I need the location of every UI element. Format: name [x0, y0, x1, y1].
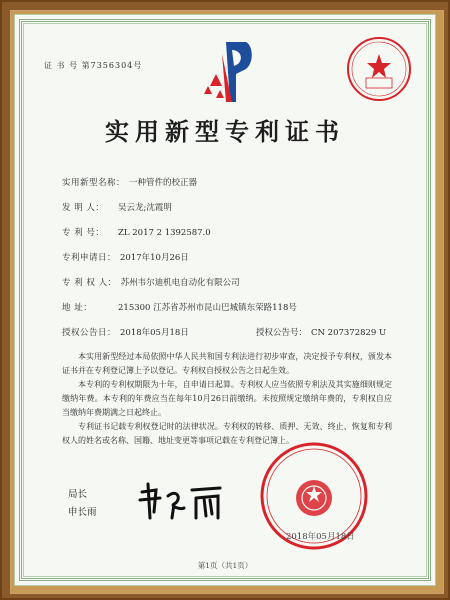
field-value: CN 207372829 U	[311, 328, 387, 338]
grant-date-field	[62, 326, 189, 338]
field-label: 专 利 权 人：	[62, 278, 117, 288]
field-value: 吴云龙;沈霞明	[118, 203, 172, 213]
field-label: 专利申请日：	[62, 253, 117, 263]
certificate-title: 实用新型专利证书	[105, 117, 345, 146]
seal-date: 2018年05月18日	[286, 532, 355, 542]
tax-seal-icon	[344, 34, 414, 104]
grant-number-field	[256, 326, 386, 338]
field-value: 2017年10月26日	[120, 253, 189, 263]
field-label: 地 址：	[62, 303, 93, 313]
director-title: 局长	[68, 489, 88, 500]
field-value: 215300 江苏省苏州市昆山巴城镇东荣路118号	[118, 303, 297, 313]
field-label: 发 明 人：	[62, 203, 105, 213]
address-field	[62, 301, 297, 313]
director-signature-icon	[134, 478, 226, 526]
field-value: 2018年05月18日	[120, 328, 189, 338]
patent-number-field	[62, 226, 211, 238]
field-label: 实用新型名称：	[62, 178, 126, 188]
paragraph-grant-decision: 本实用新型经过本局依照中华人民共和国专利法进行初步审查，决定授予专利权，颁发本证书并在专利登记簿上予以登记。专利权自授权公告之日起生效。	[62, 352, 392, 375]
page-number: 第1页（共1页）	[197, 561, 253, 570]
patentee-field	[62, 276, 240, 288]
paragraph-legal-status: 专利证书记载专利权登记时的法律状况。专利权的转移、质押、无效、终止、恢复和专利权人的姓名或名称、国籍、地址变更等事项记载在专利登记簿上。	[62, 422, 392, 445]
field-value: 一种管件的校正器	[129, 178, 198, 188]
filing-date-field	[62, 251, 189, 263]
paragraph-patent-term: 本专利的专利权期限为十年，自申请日起算。专利权人应当依照专利法及其实施细则规定缴纳年费。本专利的年费应当在每年10月26日前缴纳。未按照规定缴纳年费的，专利权自应当缴纳年费期满之日起终止。	[62, 380, 392, 417]
director-name: 申长雨	[68, 507, 97, 518]
field-label: 授权公告日：	[62, 328, 117, 338]
utility-model-name-field	[62, 176, 197, 188]
field-value: ZL 2017 2 1392587.0	[118, 228, 211, 238]
field-label: 授权公告号：	[256, 328, 308, 338]
field-label: 专 利 号：	[62, 228, 105, 238]
cnipa-logo-icon	[196, 36, 260, 108]
inventor-field	[62, 201, 172, 213]
certificate-number: 证 书 号 第7356304号	[44, 61, 143, 70]
field-value: 苏州韦尔迪机电自动化有限公司	[120, 278, 240, 288]
